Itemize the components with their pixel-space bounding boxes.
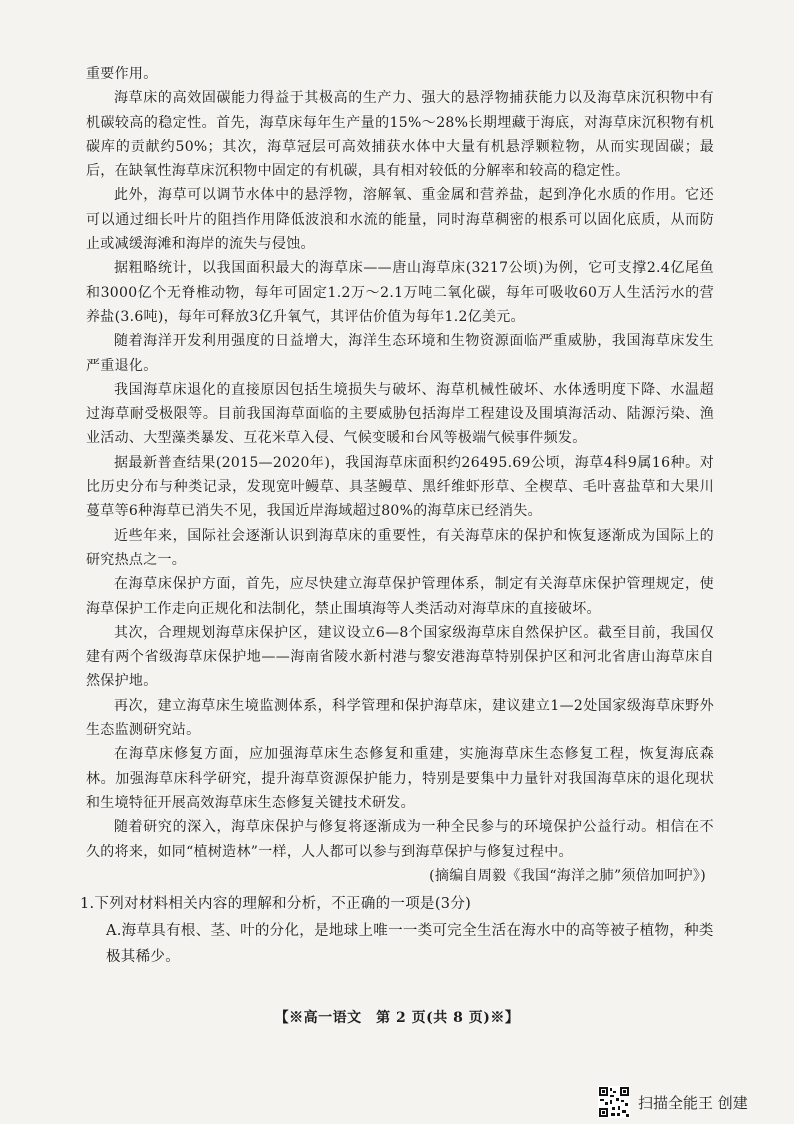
source-citation: (摘编自周毅《我国“海洋之肺”须倍加呵护》) <box>429 867 706 884</box>
paragraph: 海草床的高效固碳能力得益于其极高的生产力、强大的悬浮物捕获能力以及海草床沉积物中有机碳较高的稳定性。首先，海草床每年生产量的15%～28%长期埋藏于海底，对海草床沉积物有机碳库的贡献约50%；其次，海草冠层可高效捕获水体中大量有机悬浮颗粒物，从而实现固碳；最后，在缺氧性海草床沉积物中固定的有机碳，具有相对较低的分解率和较高的稳定性。 <box>86 90 714 180</box>
paragraph: 在海草床保护方面，首先，应尽快建立海草保护管理体系，制定有关海草床保护管理规定，使海草保护工作走向正规化和法制化，禁止围填海等人类活动对海草床的直接破坏。 <box>86 576 714 617</box>
paragraph: 据最新普查结果(2015—2020年)，我国海草床面积约26495.69公顷，海草4科9属16种。对比历史分布与种类记录，发现宽叶鳗草、具茎鳗草、黑纤维虾形草、全楔草、毛叶喜盐草和大果川蔓草等6种海草已消失不见，我国近岸海域超过80%的海草床已经消失。 <box>86 454 714 520</box>
article-body <box>80 62 714 970</box>
paragraph: 随着海洋开发利用强度的日益增大，海洋生态环境和生物资源面临严重威胁，我国海草床发生严重退化。 <box>86 333 714 374</box>
page-footer: 【※高一语文 第 2 页(共 8 页)※】 <box>274 1010 520 1026</box>
paragraph: 再次，建立海草床生境监测体系，科学管理和保护海草床，建议建立1—2处国家级海草床野外生态监测研究站。 <box>86 697 714 739</box>
paragraph: 在海草床修复方面，应加强海草床生态修复和重建，实施海草床生态修复工程，恢复海底森林。加强海草床科学研究，提升海草资源保护能力，特别是要集中力量针对我国海草床的退化现状和生境特征开展高效海草床生态修复关键技术研发。 <box>86 746 714 811</box>
question-1: 1.下列对材料相关内容的理解和分析，不正确的一项是(3分) <box>80 896 472 913</box>
paragraph: 随着研究的深入，海草床保护与修复将逐渐成为一种全民参与的环境保护公益行动。相信在不久的将来，如同“植树造林”一样，人人都可以参与到海草保护与修复过程中。 <box>86 819 714 860</box>
paragraph: 此外，海草可以调节水体中的悬浮物，溶解氧、重金属和营养盐，起到净化水质的作用。它还可以通过细长叶片的阻挡作用降低波浪和水流的能量，同时海草稠密的根系可以固化底质，从而防止或减缓海滩和海岸的流失与侵蚀。 <box>86 187 714 253</box>
paragraph: 重要作用。 <box>86 66 158 82</box>
watermark-text: 扫描全能王 创建 <box>638 1093 748 1112</box>
paragraph: 我国海草床退化的直接原因包括生境损失与破坏、海草机械性破坏、水体透明度下降、水温超过海草耐受极限等。目前我国海草面临的主要威胁包括海岸工程建设及围填海活动、陆源污染、渔业活动、大型藻类暴发、互花米草入侵、气候变暖和台风等极端气候事件频发。 <box>86 381 714 447</box>
scanner-watermark <box>598 1082 788 1122</box>
option-a: A.海草具有根、茎、叶的分化，是地球上唯一一类可完全生活在海水中的高等被子植物，种类极其稀少。 <box>106 923 714 966</box>
qr-code-icon <box>598 1086 630 1118</box>
paragraph: 近些年来，国际社会逐渐认识到海草床的重要性，有关海草床的保护和恢复逐渐成为国际上的研究热点之一。 <box>86 527 714 568</box>
paragraph: 据粗略统计，以我国面积最大的海草床——唐山海草床(3217公顷)为例，它可支撑2.4亿尾鱼和3000亿个无脊椎动物，每年可固定1.2万～2.1万吨二氧化碳，每年可吸收60万人生活污水的营养盐(3.6吨)，每年可释放3亿升氧气，其评估价值为每年1.2亿美元。 <box>86 260 714 325</box>
paragraph: 其次，合理规划海草床保护区，建议设立6—8个国家级海草床自然保护区。截至目前，我国仅建有两个省级海草床保护地——海南省陵水新村港与黎安港海草特别保护区和河北省唐山海草床自然保护地。 <box>86 624 714 690</box>
